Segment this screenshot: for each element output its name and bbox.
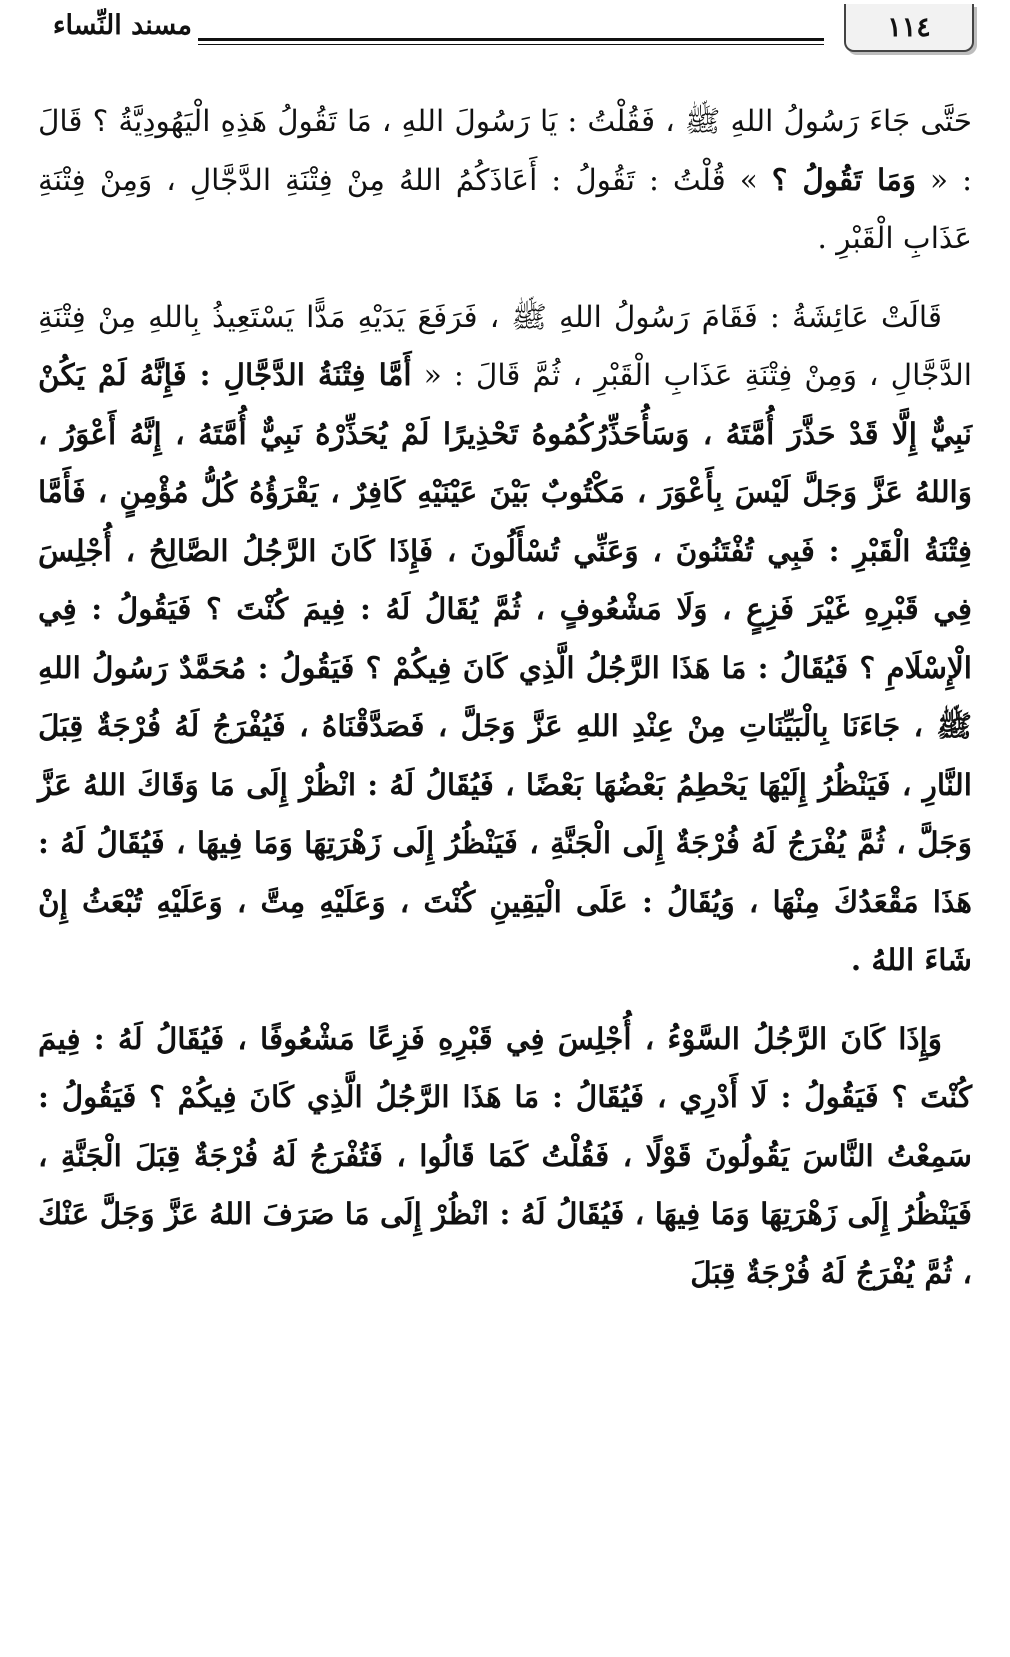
paragraph-1-quote: وَمَا تَقُولُ ؟	[771, 161, 917, 197]
paragraph-1-text-b: » قُلْتُ : تَقُولُ : أَعَاذَكُمُ اللهُ مِنْ فِتْنَةِ الدَّجَّالِ ، وَمِنْ فِتْنَةِ عَذَابِ الْقَبْرِ .	[38, 162, 972, 255]
page-number: ١١٤	[844, 4, 974, 52]
paragraph-2	[38, 288, 972, 990]
running-title: مسند النِّساء	[52, 10, 192, 41]
page-header	[0, 0, 1010, 60]
paragraph-3	[38, 1010, 972, 1303]
paragraph-2-text-a: قَالَتْ عَائِشَةُ : فَقَامَ رَسُولُ اللهِ ﷺ ، فَرَفَعَ يَدَيْهِ مَدًّا يَسْتَعِيذُ بِاللهِ مِنْ فِتْنَةِ الدَّجَّالِ ، وَمِنْ فِتْنَةِ عَذَابِ الْقَبْرِ ، ثُمَّ قَالَ : «	[38, 299, 972, 392]
header-rule	[198, 38, 824, 45]
paragraph-3-hadith: وَإِذَا كَانَ الرَّجُلُ السَّوْءُ ، أُجْلِسَ فِي قَبْرِهِ فَزِعًا مَشْعُوفًا ، فَيُقَالُ لَهُ : فِيمَ كُنْتَ ؟ فَيَقُولُ : لَا أَدْرِي ، فَيُقَالُ : مَا هَذَا الرَّجُلُ الَّذِي كَانَ فِيكُمْ ؟ فَيَقُولُ : سَمِعْتُ النَّاسَ يَقُولُونَ قَوْلًا ، فَقُلْتُ كَمَا قَالُوا ، فَتُفْرَجُ لَهُ فُرْجَةٌ قِبَلَ الْجَنَّةِ ، فَيَنْظُرُ إِلَى زَهْرَتِهَا وَمَا فِيهَا ، فَيُقَالُ لَهُ : انْظُرْ إِلَى مَا صَرَفَ اللهُ عَزَّ وَجَلَّ عَنْكَ ، ثُمَّ يُفْرَجُ لَهُ فُرْجَةٌ قِبَلَ	[38, 1020, 972, 1290]
paragraph-2-hadith: أَمَّا فِتْنَةُ الدَّجَّالِ : فَإِنَّهُ لَمْ يَكُنْ نَبِيٌّ إِلَّا قَدْ حَذَّرَ أُمَّتَهُ ، وَسَأُحَذِّرُكُمُوهُ تَحْذِيرًا لَمْ يُحَذِّرْهُ نَبِيٌّ أُمَّتَهُ ، إِنَّهُ أَعْوَرُ ، وَاللهُ عَزَّ وَجَلَّ لَيْسَ بِأَعْوَرَ ، مَكْتُوبٌ بَيْنَ عَيْنَيْهِ كَافِرٌ ، يَقْرَؤُهُ كُلُّ مُؤْمِنٍ ، فَأَمَّا فِتْنَةُ الْقَبْرِ : فَبِي تُفْتَنُونَ ، وَعَنِّي تُسْأَلُونَ ، فَإِذَا كَانَ الرَّجُلُ الصَّالِحُ ، أُجْلِسَ فِي قَبْرِهِ غَيْرَ فَزِعٍ ، وَلَا مَشْعُوفٍ ، ثُمَّ يُقَالُ لَهُ : فِيمَ كُنْتَ ؟ فَيَقُولُ : فِي الْإِسْلَامِ ؟ فَيُقَالُ : مَا هَذَا الرَّجُلُ الَّذِي كَانَ فِيكُمْ ؟ فَيَقُولُ : مُحَمَّدٌ رَسُولُ اللهِ ﷺ ، جَاءَنَا بِالْبَيِّنَاتِ مِنْ عِنْدِ اللهِ عَزَّ وَجَلَّ ، فَصَدَّقْنَاهُ ، فَيُفْرَجُ لَهُ فُرْجَةٌ قِبَلَ النَّارِ ، فَيَنْظُرُ إِلَيْهَا يَحْطِمُ بَعْضُهَا بَعْضًا ، فَيُقَالُ لَهُ : انْظُرْ إِلَى مَا وَقَاكَ اللهُ عَزَّ وَجَلَّ ، ثُمَّ يُفْرَجُ لَهُ فُرْجَةٌ إِلَى الْجَنَّةِ ، فَيَنْظُرُ إِلَى زَهْرَتِهَا وَمَا فِيهَا ، فَيُقَالُ لَهُ : هَذَا مَقْعَدُكَ مِنْهَا ، وَيُقَالُ : عَلَى الْيَقِينِ كُنْتَ ، وَعَلَيْهِ مِتَّ ، وَعَلَيْهِ تُبْعَثُ إِنْ شَاءَ اللهُ .	[38, 357, 972, 977]
page-body	[38, 92, 972, 1322]
paragraph-1-text-a: حَتَّى جَاءَ رَسُولُ اللهِ ﷺ ، فَقُلْتُ : يَا رَسُولَ اللهِ ، مَا تَقُولُ هَذِهِ الْيَهُودِيَّةُ ؟ قَالَ : «	[38, 104, 973, 197]
paragraph-1	[38, 92, 972, 268]
